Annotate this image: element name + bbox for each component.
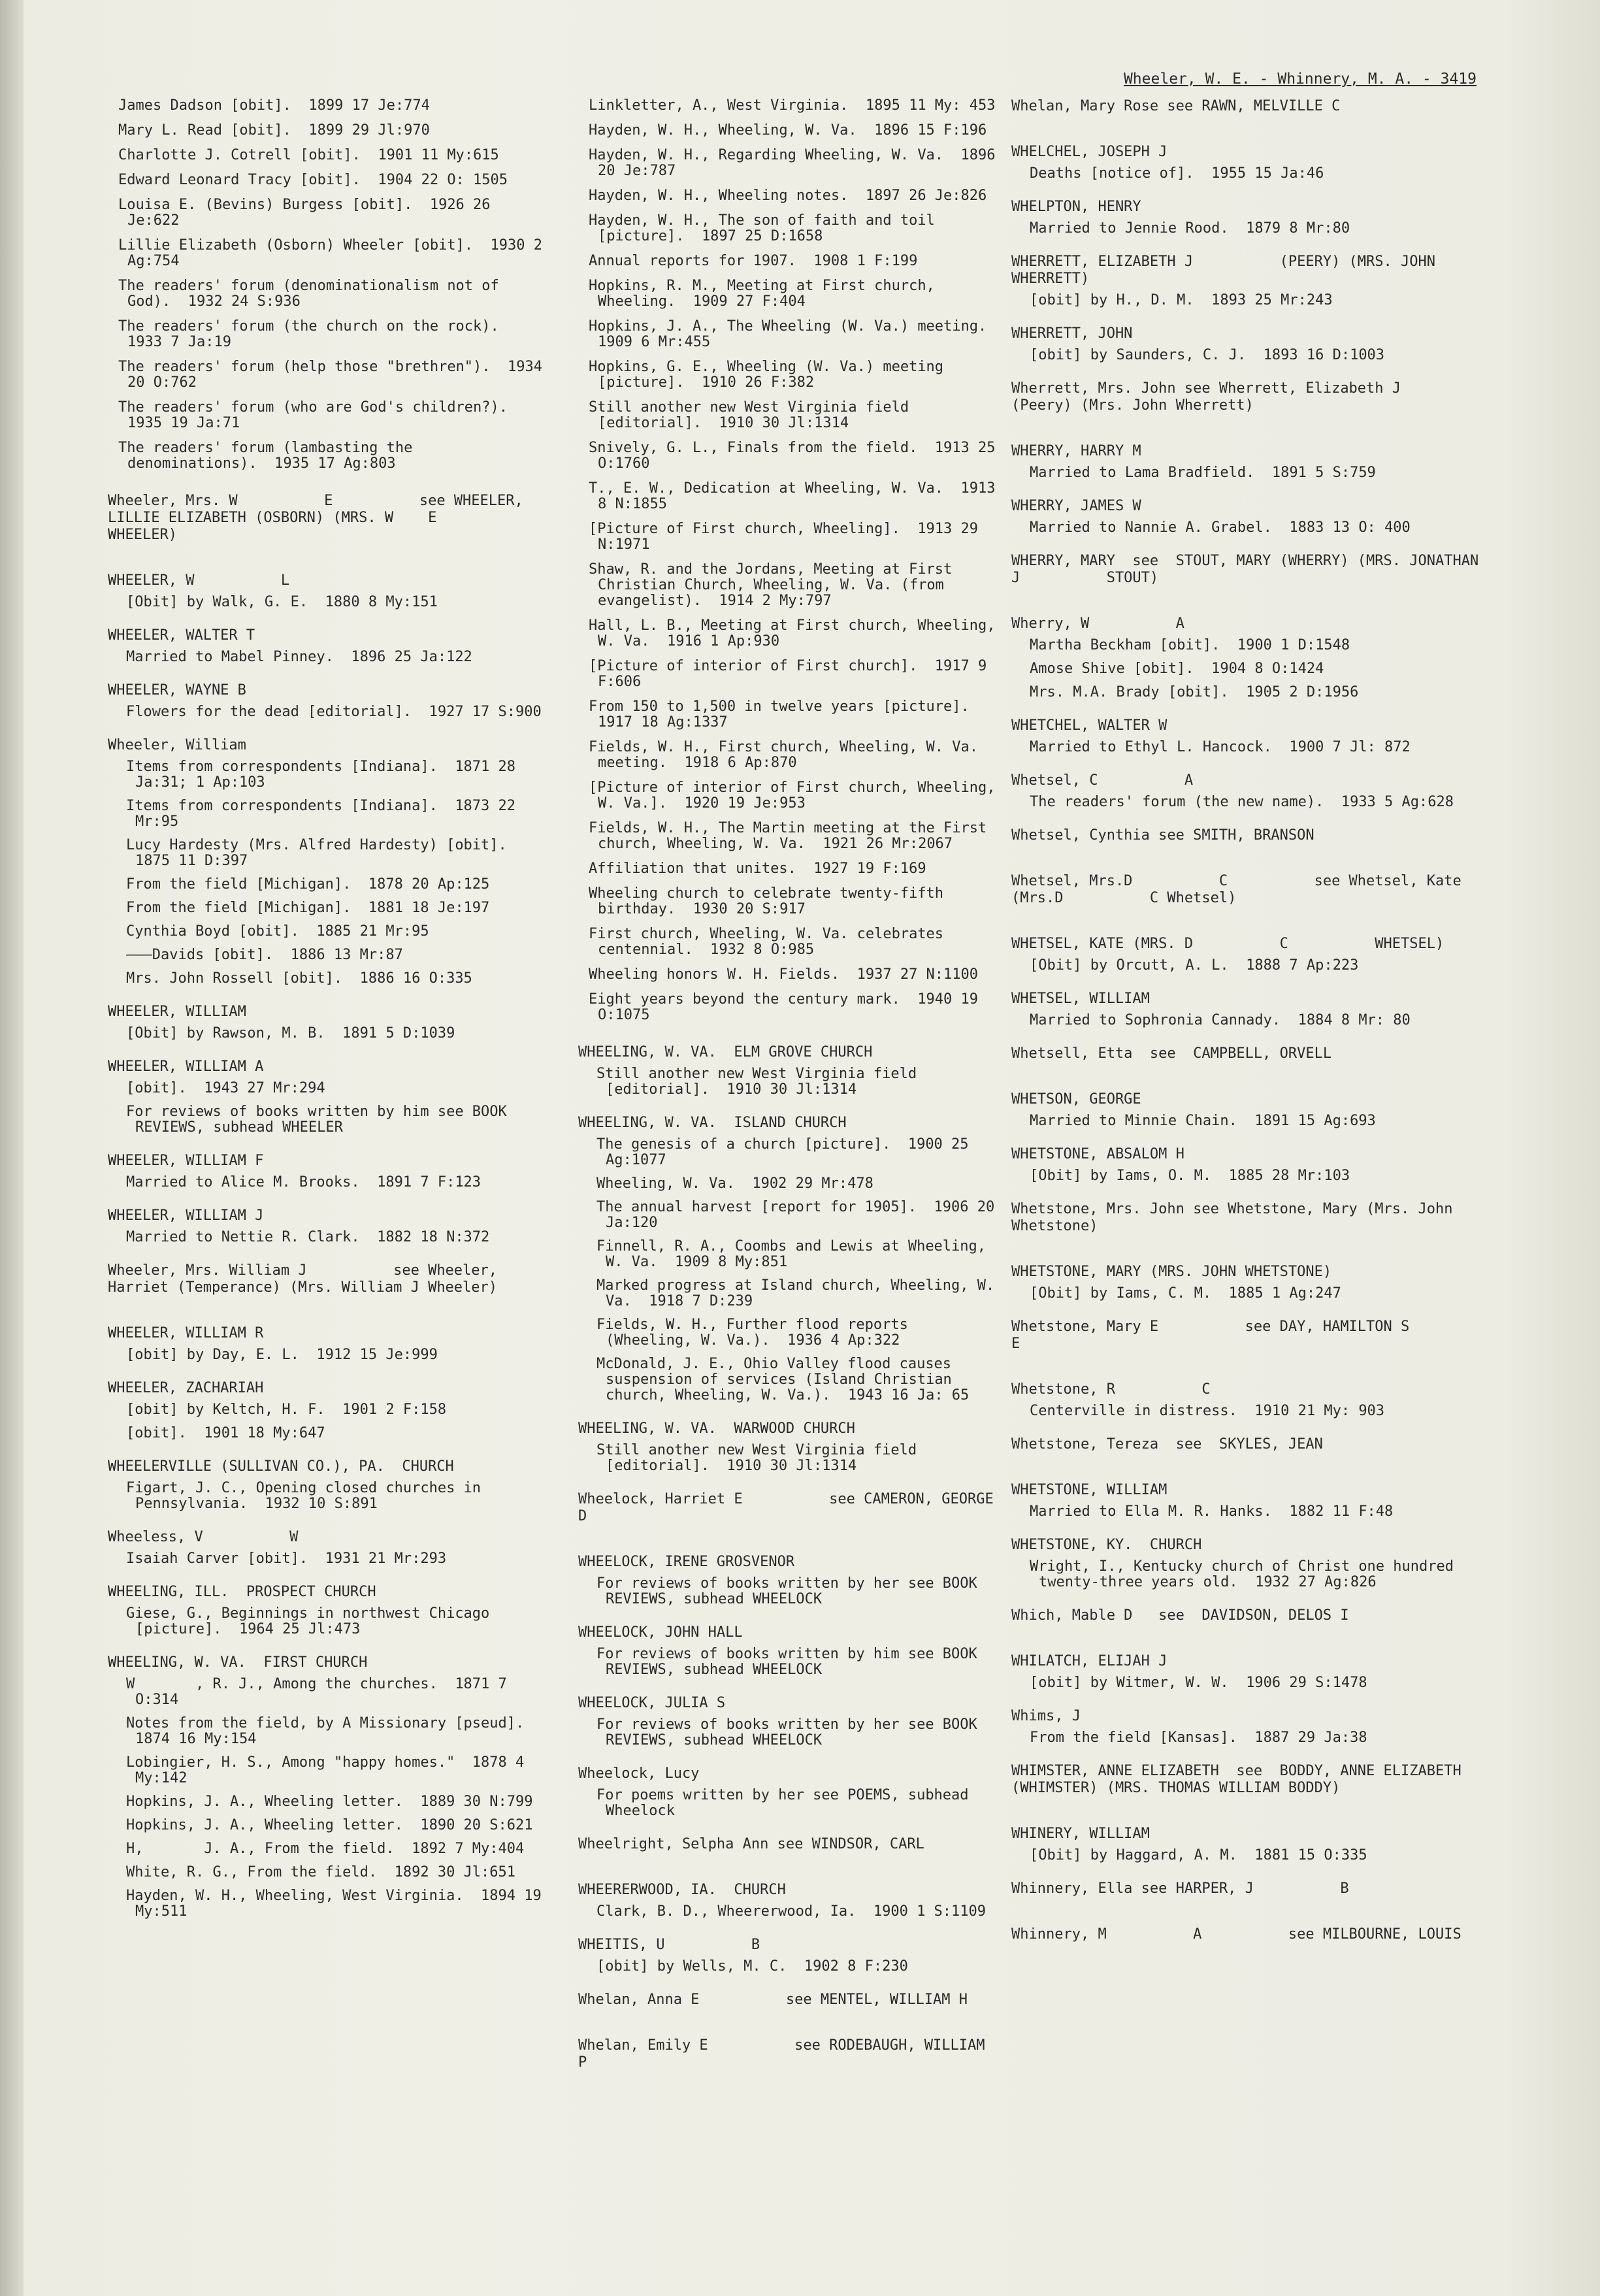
citation: Married to Jennie Rood. 1879 8 Mr:80 (1030, 220, 1350, 237)
index-entry (1011, 443, 1482, 481)
entry-heading: Whinnery, M A see MILBOURNE, LOUIS (1011, 1926, 1461, 1943)
entry-heading: WHEELER, WILLIAM (108, 1004, 246, 1020)
citation: James Dadson [obit]. 1899 17 Je:774 (118, 97, 430, 114)
entry-heading: WHERRETT, JOHN (1011, 325, 1133, 342)
citation: [obit] by H., D. M. 1893 25 Mr:243 (1030, 292, 1333, 308)
entry-heading: Wheeler, William (108, 737, 246, 753)
index-entry (108, 572, 546, 610)
citation: Annual reports for 1907. 1908 1 F:199 (589, 253, 918, 269)
citation: Married to Mabel Pinney. 1896 25 Ja:122 (126, 649, 472, 665)
citation: Hall, L. B., Meeting at First church, Wheeling, W. Va. 1916 1 Ap:930 (589, 617, 1004, 649)
index-column-2 (578, 97, 1004, 2100)
index-entry (1011, 1091, 1482, 1129)
citation: [Obit] by Walk, G. E. 1880 8 My:151 (126, 594, 438, 610)
citation: Still another new West Virginia field [editorial]. 1910 30 Jl:1314 (596, 1442, 926, 1474)
citation: Wright, I., Kentucky church of Christ one hundred twenty-three years old. 1932 27 Ag:826 (1030, 1558, 1463, 1590)
citation: T., E. W., Dedication at Wheeling, W. Va. 1913 8 N:1855 (589, 480, 1004, 512)
citation: Wheeling honors W. H. Fields. 1937 27 N:1100 (589, 966, 979, 983)
citation: From 150 to 1,500 in twelve years [picture]. 1917 18 Ag:1337 (589, 698, 987, 730)
citation: Married to Sophronia Cannady. 1884 8 Mr: 80 (1030, 1012, 1411, 1028)
citation: Fields, W. H., Further flood reports (Wheeling, W. Va.). 1936 4 Ap:322 (596, 1317, 917, 1349)
entry-heading: Wheeless, V W (108, 1529, 299, 1545)
citation: Shaw, R. and the Jordans, Meeting at First Christian Church, Wheeling, W. Va. (from evangelist). 1914 2 My:797 (589, 561, 961, 609)
entry-heading: Whetstone, Mrs. John see Whetstone, Mary (Mrs. John Whetstone) (1011, 1201, 1461, 1234)
citation: Married to Ethyl L. Hancock. 1900 7 Jl: 872 (1030, 739, 1411, 755)
entry-heading: WHEELING, W. VA. ELM GROVE CHURCH (578, 1044, 873, 1060)
entry-heading: WHEELOCK, IRENE GROSVENOR (578, 1554, 795, 1570)
index-entry (108, 1004, 546, 1041)
index-entry (1011, 1763, 1482, 1797)
citation: Still another new West Virginia field [editorial]. 1910 30 Jl:1314 (589, 399, 918, 431)
citation: W , R. J., Among the churches. 1871 7 O:314 (126, 1676, 516, 1708)
citation: The readers' forum (the church on the rock). 1933 7 Ja:19 (118, 318, 517, 350)
index-entry (108, 1207, 546, 1245)
index-entry (1011, 98, 1482, 115)
citation: [Picture of interior of First church]. 1917 9 F:606 (589, 658, 996, 690)
citation: [Obit] by Orcutt, A. L. 1888 7 Ap:223 (1030, 957, 1359, 974)
index-entry (1011, 615, 1482, 700)
citation: Notes from the field, by A Missionary [pseud]. 1874 16 My:154 (126, 1715, 542, 1747)
entry-heading: Wheelock, Harriet E see CAMERON, GEORGE D (578, 1491, 1003, 1524)
index-entry (1011, 1708, 1482, 1746)
entry-heading: WHETSTONE, KY. CHURCH (1011, 1537, 1202, 1553)
entry-heading: Which, Mable D see DAVIDSON, DELOS I (1011, 1607, 1349, 1624)
entry-heading: WHERRY, MARY see STOUT, MARY (WHERRY) (MRS. JONATHAN J STOUT) (1011, 553, 1488, 586)
index-entry (578, 1044, 996, 1098)
entry-heading: Whims, J (1011, 1708, 1081, 1724)
entry-heading: WHEELER, ZACHARIAH (108, 1380, 264, 1396)
index-entry (108, 493, 546, 544)
citation: The readers' forum (who are God's children?). 1935 19 Ja:71 (118, 399, 525, 431)
citation: Lillie Elizabeth (Osborn) Wheeler [obit]. 1930 2 Ag:754 (118, 237, 551, 269)
citation: Fields, W. H., The Martin meeting at the First church, Wheeling, W. Va. 1921 26 Mr:2067 (589, 820, 996, 852)
citation: Wheeling, W. Va. 1902 29 Mr:478 (596, 1175, 873, 1192)
index-entry (1011, 1201, 1482, 1235)
entry-heading: WHILATCH, ELIJAH J (1011, 1653, 1167, 1669)
index-entry (578, 1992, 996, 2009)
citation: The readers' forum (denominationalism not of God). 1932 24 S:936 (118, 278, 508, 310)
index-entry (1011, 991, 1482, 1028)
citation: Hayden, W. H., Regarding Wheeling, W. Va. 1896 20 Je:787 (589, 147, 1004, 179)
citation: [obit] by Saunders, C. J. 1893 16 D:1003 (1030, 347, 1385, 363)
entry-heading: Whetsel, Cynthia see SMITH, BRANSON (1011, 827, 1314, 844)
citation: For reviews of books written by him see BOOK REVIEWS, subhead WHEELER (126, 1104, 516, 1136)
entry-heading: Wherry, W A (1011, 615, 1184, 632)
entry-heading: WHETSON, GEORGE (1011, 1091, 1141, 1107)
index-entry (578, 1624, 996, 1678)
citation: The readers' forum (help those "brethren"). 1934 20 O:762 (118, 359, 551, 391)
entry-heading: WHEELING, W. VA. FIRST CHURCH (108, 1654, 368, 1671)
entry-heading: Whetstone, Mary E see DAY, HAMILTON S E (1011, 1319, 1496, 1352)
citation: For reviews of books written by him see BOOK REVIEWS, subhead WHEELOCK (596, 1646, 987, 1678)
index-column-1 (108, 97, 551, 1937)
entry-heading: WHEELER, WILLIAM J (108, 1207, 264, 1224)
citation: Cynthia Boyd [obit]. 1885 21 Mr:95 (126, 923, 429, 940)
entry-heading: Whetsel, Mrs.D C see Whetsel, Kate (Mrs.D C Whetsel) (1011, 873, 1470, 906)
citation: Mary L. Read [obit]. 1899 29 Jl:970 (118, 122, 430, 139)
index-entry (578, 1765, 996, 1819)
index-entry (1011, 1880, 1482, 1897)
entry-heading: Whelan, Anna E see MENTEL, WILLIAM H (578, 1992, 968, 2008)
citation: [Obit] by Rawson, M. B. 1891 5 D:1039 (126, 1025, 455, 1041)
citation: Married to Ella M. R. Hanks. 1882 11 F:48 (1030, 1503, 1394, 1520)
citation: [Picture of First church, Wheeling]. 1913 29 N:1971 (589, 521, 987, 553)
entry-heading: WHEELER, WILLIAM R (108, 1325, 264, 1341)
citation: Clark, B. D., Wheererwood, Ia. 1900 1 S:1109 (596, 1903, 987, 1920)
index-entry (108, 1058, 546, 1136)
citation: White, R. G., From the field. 1892 30 Jl:651 (126, 1864, 516, 1880)
citation: [Obit] by Iams, O. M. 1885 28 Mr:103 (1030, 1168, 1350, 1184)
citation: Married to Alice M. Brooks. 1891 7 F:123 (126, 1174, 482, 1190)
index-entry (578, 1420, 996, 1474)
entry-heading: Whelan, Emily E see RODEBAUGH, WILLIAM P (578, 2037, 994, 2071)
index-entry (578, 1115, 1004, 1403)
index-entry (578, 1882, 996, 1920)
index-entry (1011, 1381, 1482, 1419)
index-entry (578, 1695, 996, 1748)
entry-heading: WHETSTONE, ABSALOM H (1011, 1146, 1184, 1162)
citation: Hopkins, J. A., Wheeling letter. 1889 30 N:799 (126, 1794, 533, 1810)
index-entry (108, 1529, 546, 1567)
entry-heading: WHERRY, HARRY M (1011, 443, 1141, 459)
index-entry (1011, 1319, 1496, 1353)
entry-heading: Whetstone, Tereza see SKYLES, JEAN (1011, 1436, 1323, 1452)
citation: Married to Nannie A. Grabel. 1883 13 O: 400 (1030, 519, 1411, 536)
index-entry (108, 1380, 546, 1441)
entry-heading: WHETCHEL, WALTER W (1011, 717, 1167, 734)
citation: The annual harvest [report for 1905]. 1906 20 Ja:120 (596, 1199, 1004, 1231)
index-entry (578, 2037, 996, 2071)
citation: Eight years beyond the century mark. 1940 19 O:1075 (589, 991, 987, 1023)
index-entry (1011, 498, 1482, 536)
index-entry (1011, 1482, 1482, 1520)
entry-heading: WHETSTONE, MARY (MRS. JOHN WHETSTONE) (1011, 1264, 1332, 1280)
entry-heading: WHEERERWOOD, IA. CHURCH (578, 1882, 786, 1898)
index-entry (108, 1654, 551, 1920)
citation: Affiliation that unites. 1927 19 F:169 (589, 861, 926, 877)
index-entry (1011, 1264, 1482, 1302)
entry-heading: WHEELER, W L (108, 572, 290, 589)
index-entry (1011, 199, 1482, 237)
index-entry (108, 627, 546, 665)
citation: From the field [Michigan]. 1881 18 Je:197 (126, 900, 490, 916)
entry-heading: Whetsel, C A (1011, 772, 1194, 789)
index-entry (578, 1836, 996, 1853)
entry-heading: Whetstone, R C (1011, 1381, 1211, 1398)
citation: Married to Lama Bradfield. 1891 5 S:759 (1030, 465, 1376, 481)
entry-heading: WHEELING, W. VA. ISLAND CHURCH (578, 1115, 847, 1131)
citation: [obit] by Witmer, W. W. 1906 29 S:1478 (1030, 1675, 1367, 1691)
citation: Married to Nettie R. Clark. 1882 18 N:372 (126, 1229, 490, 1245)
entry-heading: Wherrett, Mrs. John see Wherrett, Elizabeth J (Peery) (Mrs. John Wherrett) (1011, 380, 1488, 414)
entry-heading: Whelan, Mary Rose see RAWN, MELVILLE C (1011, 98, 1341, 114)
index-entry (1011, 717, 1482, 755)
citation: Figart, J. C., Opening closed churches in Pennsylvania. 1932 10 S:891 (126, 1480, 490, 1512)
citation: For reviews of books written by her see BOOK REVIEWS, subhead WHEELOCK (596, 1716, 987, 1748)
citation: Centerville in distress. 1910 21 My: 903 (1030, 1403, 1385, 1419)
entry-heading: WHETSTONE, WILLIAM (1011, 1482, 1167, 1498)
citation: [obit]. 1901 18 My:647 (126, 1425, 325, 1441)
citation: Flowers for the dead [editorial]. 1927 17 S:900 (126, 704, 542, 720)
index-entry (108, 1584, 546, 1637)
citation: For poems written by her see POEMS, subhead Wheelock (596, 1787, 977, 1819)
citation: [Obit] by Haggard, A. M. 1881 15 O:335 (1030, 1847, 1367, 1863)
index-entry (578, 1491, 1003, 1525)
citation: Hayden, W. H., The son of faith and toil [picture]. 1897 25 D:1658 (589, 212, 944, 244)
citation: [obit] by Wells, M. C. 1902 8 F:230 (596, 1958, 908, 1975)
citation: Hopkins, G. E., Wheeling (W. Va.) meeting [picture]. 1910 26 F:382 (589, 359, 953, 391)
citation: From the field [Michigan]. 1878 20 Ap:125 (126, 876, 490, 893)
citation: [Picture of interior of First church, Wheeling, W. Va.]. 1920 19 Je:953 (589, 779, 1004, 812)
entry-heading: WHEELER, WAYNE B (108, 682, 246, 698)
index-entry (1011, 1537, 1482, 1590)
entry-heading: WHEELER, WILLIAM A (108, 1058, 264, 1075)
index-entry (1011, 144, 1482, 182)
citation: [Obit] by Iams, C. M. 1885 1 Ag:247 (1030, 1285, 1341, 1302)
entry-heading: WHEELING, W. VA. WARWOOD CHURCH (578, 1420, 855, 1437)
entry-heading: WHERRETT, ELIZABETH J (PEERY) (MRS. JOHN WHERRETT) (1011, 254, 1445, 287)
citation: [obit] by Keltch, H. F. 1901 2 F:158 (126, 1402, 447, 1418)
citation: The readers' forum (the new name). 1933 5 Ag:628 (1030, 794, 1454, 810)
index-entry (1011, 254, 1482, 308)
citation: Deaths [notice of]. 1955 15 Ja:46 (1030, 165, 1324, 182)
citation: McDonald, J. E., Ohio Valley flood causes suspension of services (Island Christian church, Wheeling, W. Va.). 1943 16 Ja: 65 (596, 1356, 970, 1403)
index-entry (108, 682, 546, 720)
index-entry (1011, 1146, 1482, 1184)
index-entry (108, 1458, 546, 1512)
index-entry (1011, 873, 1482, 907)
citation: Items from correspondents [Indiana]. 1873 22 Mr:95 (126, 798, 525, 830)
citation: From the field [Kansas]. 1887 29 Ja:38 (1030, 1730, 1367, 1746)
index-entry (578, 1937, 996, 1975)
citation: Edward Leonard Tracy [obit]. 1904 22 O: 1505 (118, 172, 508, 188)
citation: Mrs. M.A. Brady [obit]. 1905 2 D:1956 (1030, 684, 1359, 700)
citation: Married to Minnie Chain. 1891 15 Ag:693 (1030, 1113, 1376, 1129)
citation: Hayden, W. H., Wheeling, W. Va. 1896 15 F:196 (589, 122, 987, 139)
index-entry (108, 1325, 546, 1363)
entry-heading: WHETSEL, KATE (MRS. D C WHETSEL) (1011, 936, 1445, 952)
entry-heading: WHETSEL, WILLIAM (1011, 991, 1150, 1007)
citation: The genesis of a church [picture]. 1900 25 Ag:1077 (596, 1136, 977, 1168)
citation: Marked progress at Island church, Wheeling, W. Va. 1918 7 D:239 (596, 1277, 1004, 1309)
citation: Hopkins, J. A., Wheeling letter. 1890 20 S:621 (126, 1817, 533, 1833)
citation: [obit]. 1943 27 Mr:294 (126, 1080, 325, 1096)
entry-heading: WHERRY, JAMES W (1011, 498, 1141, 514)
citation: Items from correspondents [Indiana]. 1871 28 Ja:31; 1 Ap:103 (126, 759, 525, 791)
running-head: Wheeler, W. E. - Whinnery, M. A. - 3419 (1123, 71, 1477, 88)
citation: Amose Shive [obit]. 1904 8 O:1424 (1030, 661, 1324, 677)
citation: Hayden, W. H., Wheeling, West Virginia. 1894 19 My:511 (126, 1888, 551, 1920)
entry-heading: WHEELER, WALTER T (108, 627, 255, 644)
entry-heading: WHEITIS, U B (578, 1937, 760, 1953)
entry-heading: Whetsell, Etta see CAMPBELL, ORVELL (1011, 1045, 1332, 1062)
citation: Still another new West Virginia field [editorial]. 1910 30 Jl:1314 (596, 1066, 926, 1098)
citation: ———Davids [obit]. 1886 13 Mr:87 (126, 947, 403, 963)
citation: Lobingier, H. S., Among "happy homes." 1878 4 My:142 (126, 1754, 533, 1786)
citation: H, J. A., From the field. 1892 7 My:404 (126, 1841, 525, 1857)
entry-heading: WHEELERVILLE (SULLIVAN CO.), PA. CHURCH (108, 1458, 454, 1475)
citation: Lucy Hardesty (Mrs. Alfred Hardesty) [obit]. 1875 11 D:397 (126, 837, 525, 869)
index-entry (1011, 1653, 1482, 1691)
citation: Hopkins, J. A., The Wheeling (W. Va.) meeting. 1909 6 Mr:455 (589, 318, 1004, 350)
citation: Hayden, W. H., Wheeling notes. 1897 26 Je:826 (589, 188, 987, 204)
entry-heading: WHEELOCK, JOHN HALL (578, 1624, 743, 1641)
citation: Giese, G., Beginnings in northwest Chicago [picture]. 1964 25 Jl:473 (126, 1605, 498, 1637)
index-entry (1011, 325, 1482, 363)
entry-heading: Wheelright, Selpha Ann see WINDSOR, CARL (578, 1836, 924, 1852)
citation: Snively, G. L., Finals from the field. 1913 25 O:1760 (589, 440, 1004, 472)
citation: Fields, W. H., First church, Wheeling, W. Va. meeting. 1918 6 Ap:870 (589, 739, 987, 771)
citation: Linkletter, A., West Virginia. 1895 11 My: 453 (589, 97, 996, 114)
entry-heading: WHEELER, WILLIAM F (108, 1153, 264, 1169)
entry-heading: WHINERY, WILLIAM (1011, 1826, 1150, 1842)
entry-heading: WHEELING, ILL. PROSPECT CHURCH (108, 1584, 376, 1600)
citation: Charlotte J. Cotrell [obit]. 1901 11 My:615 (118, 147, 499, 163)
citation: Louisa E. (Bevins) Burgess [obit]. 1926 26 Je:622 (118, 197, 499, 229)
index-entry (1011, 380, 1488, 414)
entry-heading: WHELPTON, HENRY (1011, 199, 1141, 215)
entry-heading: Wheelock, Lucy (578, 1765, 700, 1782)
citation: Finnell, R. A., Coombs and Lewis at Wheeling, W. Va. 1909 8 My:851 (596, 1238, 995, 1270)
entry-heading: Whinnery, Ella see HARPER, J B (1011, 1880, 1349, 1897)
index-entry (578, 1554, 996, 1607)
index-entry (1011, 553, 1488, 587)
index-column-3 (1011, 98, 1496, 1972)
page-binding-edge (0, 0, 24, 2296)
citation: The readers' forum (lambasting the denominations). 1935 17 Ag:803 (118, 440, 421, 472)
index-entry (1011, 827, 1482, 844)
index-entry (108, 737, 546, 987)
index-entry (108, 1262, 546, 1296)
citation: Martha Beckham [obit]. 1900 1 D:1548 (1030, 637, 1350, 653)
index-entry (1011, 1607, 1482, 1624)
citation: Wheeling church to celebrate twenty-fifth birthday. 1930 20 S:917 (589, 885, 953, 917)
entry-heading: WHELCHEL, JOSEPH J (1011, 144, 1167, 160)
index-entry (1011, 1826, 1482, 1863)
entry-heading: WHEELOCK, JULIA S (578, 1695, 726, 1711)
citation: Hopkins, R. M., Meeting at First church, Wheeling. 1909 27 F:404 (589, 278, 944, 310)
index-entry (108, 1153, 546, 1190)
entry-heading: Wheeler, Mrs. William J see Wheeler, Harriet (Temperance) (Mrs. William J Wheeler) (108, 1262, 506, 1296)
index-entry (1011, 1045, 1482, 1062)
index-entry (1011, 1436, 1482, 1453)
citation: Isaiah Carver [obit]. 1931 21 Mr:293 (126, 1550, 447, 1567)
entry-heading: WHIMSTER, ANNE ELIZABETH see BODDY, ANNE ELIZABETH (WHIMSTER) (MRS. THOMAS WILLIAM BODDY) (1011, 1763, 1470, 1796)
index-entry (1011, 772, 1482, 810)
citation: Mrs. John Rossell [obit]. 1886 16 O:335 (126, 970, 472, 987)
citation: For reviews of books written by her see BOOK REVIEWS, subhead WHEELOCK (596, 1575, 987, 1607)
citation: [obit] by Day, E. L. 1912 15 Je:999 (126, 1347, 438, 1363)
entry-heading: Wheeler, Mrs. W E see WHEELER, LILLIE ELIZABETH (OSBORN) (MRS. W E WHEELER) (108, 493, 532, 543)
index-entry (1011, 1926, 1482, 1943)
citation: First church, Wheeling, W. Va. celebrates centennial. 1932 8 O:985 (589, 926, 953, 958)
index-entry (1011, 936, 1482, 974)
